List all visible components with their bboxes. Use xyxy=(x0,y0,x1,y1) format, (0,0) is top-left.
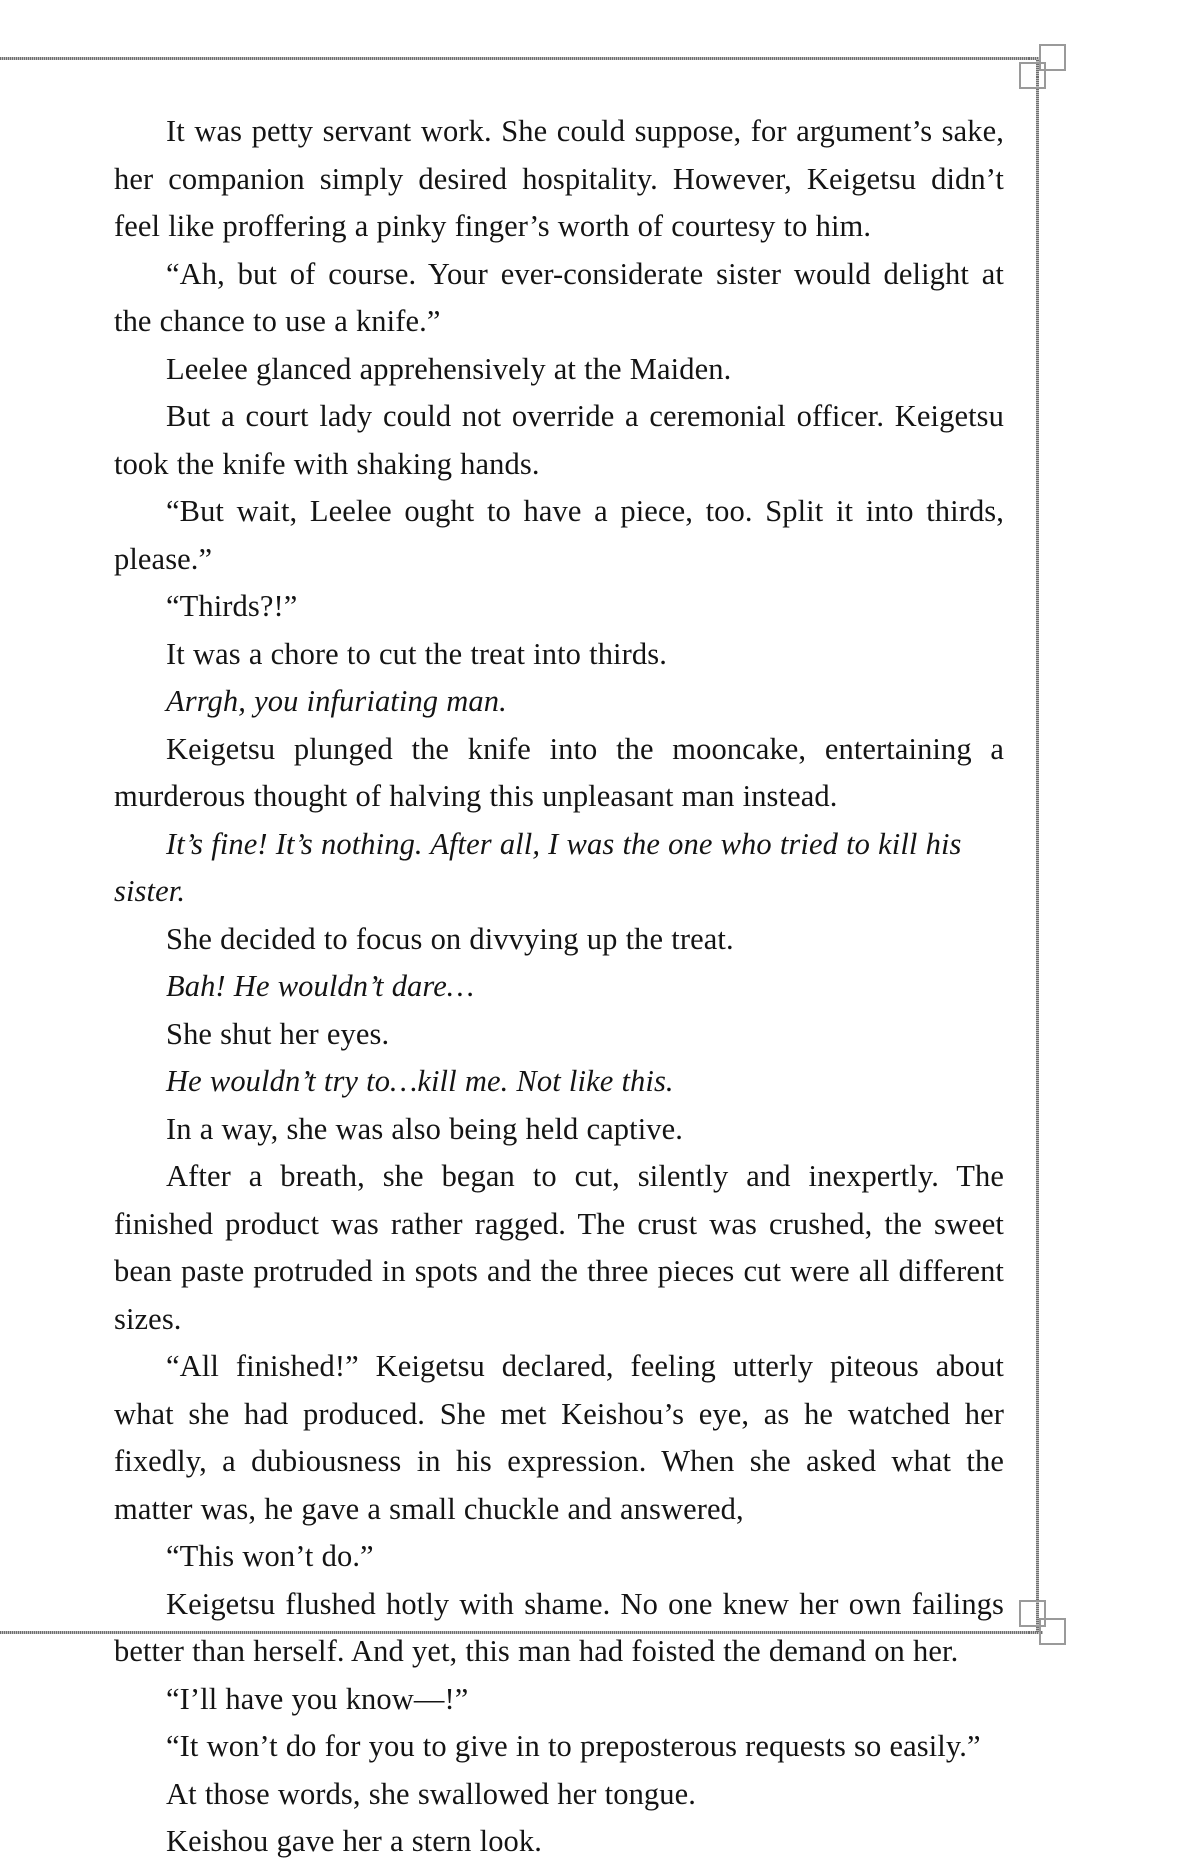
paragraph: Leelee glanced apprehensively at the Maiden. xyxy=(166,351,732,386)
paragraph: He wouldn’t try to…kill me. Not like this. xyxy=(166,1064,674,1098)
paragraph: Keigetsu flushed hotly with shame. No one knew her own failings better than herself. And yet, this man had foisted the demand on her. xyxy=(114,1586,1004,1668)
paragraph: “This won’t do.” xyxy=(166,1539,374,1573)
paragraph: In a way, she was also being held captive. xyxy=(166,1111,683,1146)
paragraph: “It won’t do for you to give in to preposterous requests so easily.” xyxy=(166,1729,981,1763)
paragraph: It was petty servant work. She could suppose, for argument’s sake, her companion simply desired hospitality. However, Keigetsu didn’t feel like proffering a pinky finger’s worth of courtesy to him. xyxy=(114,114,1004,243)
paragraph: After a breath, she began to cut, silently and inexpertly. The finished product was rather ragged. The crust was crushed, the sweet bean paste protruded in spots and the three pieces cut were all different sizes. xyxy=(114,1159,1004,1336)
paragraph: She decided to focus on divvying up the treat. xyxy=(166,921,734,956)
paragraph: “Thirds?!” xyxy=(166,589,298,623)
frame-right-rule xyxy=(1036,74,1039,1632)
paragraph: Bah! He wouldn’t dare… xyxy=(166,969,475,1003)
ornament-square-inner-icon xyxy=(1039,1618,1066,1645)
paragraph: “All finished!” Keigetsu declared, feeling utterly piteous about what she had produced. She met Keishou’s eye, as he watched her fixedly, a dubiousness in his expression. When she asked what the matter was, he gave a small chuckle and answered, xyxy=(114,1349,1004,1526)
paragraph: “Ah, but of course. Your ever-considerate sister would delight at the chance to use a knife.” xyxy=(114,256,1004,338)
paragraph: It’s fine! It’s nothing. After all, I was the one who tried to kill his sister. xyxy=(114,826,962,908)
paragraph: She shut her eyes. xyxy=(166,1016,390,1051)
paragraph: “But wait, Leelee ought to have a piece, too. Split it into thirds, please.” xyxy=(114,494,1004,576)
paragraph: Arrgh, you infuriating man. xyxy=(166,684,507,718)
paragraph: But a court lady could not override a ceremonial officer. Keigetsu took the knife with shaking hands. xyxy=(114,399,1004,481)
paragraph: It was a chore to cut the treat into thirds. xyxy=(166,636,667,671)
paragraph: Keishou gave her a stern look. xyxy=(166,1824,542,1858)
ornament-square-inner-icon xyxy=(1019,62,1046,89)
paragraph: “I’ll have you know—!” xyxy=(166,1681,469,1716)
paragraph: Keigetsu plunged the knife into the mooncake, entertaining a murderous thought of halving this unpleasant man instead. xyxy=(114,731,1004,813)
paragraph: At those words, she swallowed her tongue. xyxy=(166,1776,696,1811)
page-text-block xyxy=(114,108,1004,1866)
frame-top-rule xyxy=(0,57,1031,60)
